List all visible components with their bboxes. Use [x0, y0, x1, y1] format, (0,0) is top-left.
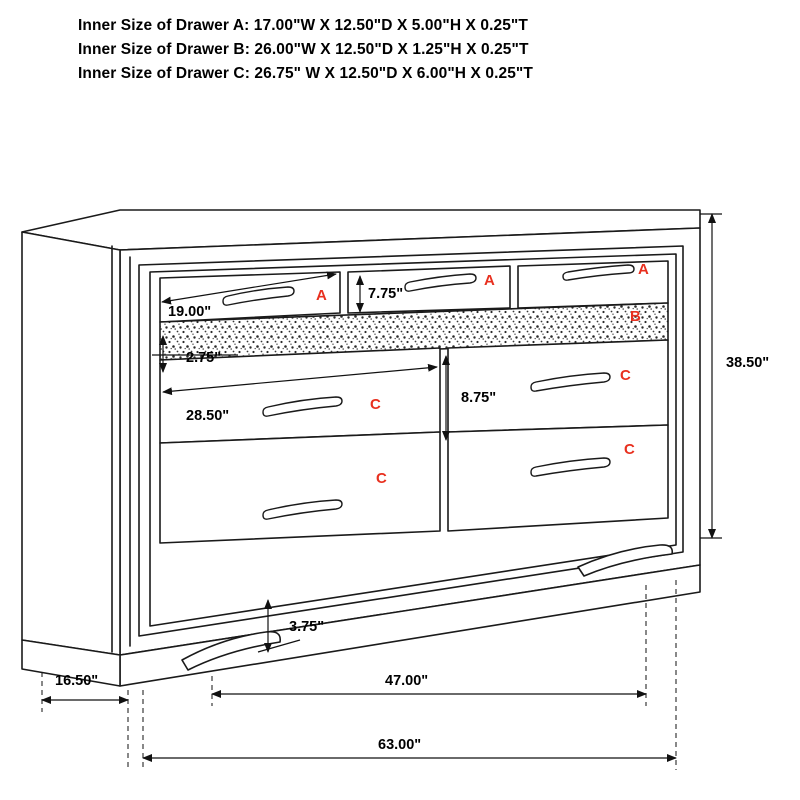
drawer-label-a-center: A: [484, 272, 495, 289]
drawer-label-a-left: A: [316, 287, 327, 304]
drawer-label-c-mid-left: C: [370, 396, 381, 413]
dim-drawer-c-width: 28.50": [186, 408, 230, 424]
dim-drawer-b-height: 2.75": [186, 350, 222, 366]
drawer-label-b-right: B: [630, 308, 641, 325]
spec-line-drawer-b: Inner Size of Drawer B: 26.00"W X 12.50"D X 1.25"H X 0.25"T: [78, 41, 529, 58]
dim-drawer-c-height: 8.75": [461, 390, 497, 406]
spec-line-drawer-c: Inner Size of Drawer C: 26.75" W X 12.50"D X 6.00"H X 0.25"T: [78, 65, 533, 82]
spec-line-drawer-a: Inner Size of Drawer A: 17.00"W X 12.50"D X 5.00"H X 0.25"T: [78, 17, 528, 34]
dim-front-width: 47.00": [385, 673, 429, 689]
drawer-label-c-bottom-left: C: [376, 470, 387, 487]
dim-drawer-a-width: 19.00": [168, 304, 212, 320]
dim-overall-height: 38.50": [726, 355, 770, 371]
drawer-label-c-mid-right: C: [620, 367, 631, 384]
drawer-label-a-right: A: [638, 261, 649, 278]
dim-overall-width: 63.00": [378, 737, 422, 753]
dim-drawer-a-height: 7.75": [368, 286, 404, 302]
dim-depth: 16.50": [55, 673, 99, 689]
drawer-label-c-bottom-right: C: [624, 441, 635, 458]
dim-base-height: 3.75": [289, 619, 325, 635]
